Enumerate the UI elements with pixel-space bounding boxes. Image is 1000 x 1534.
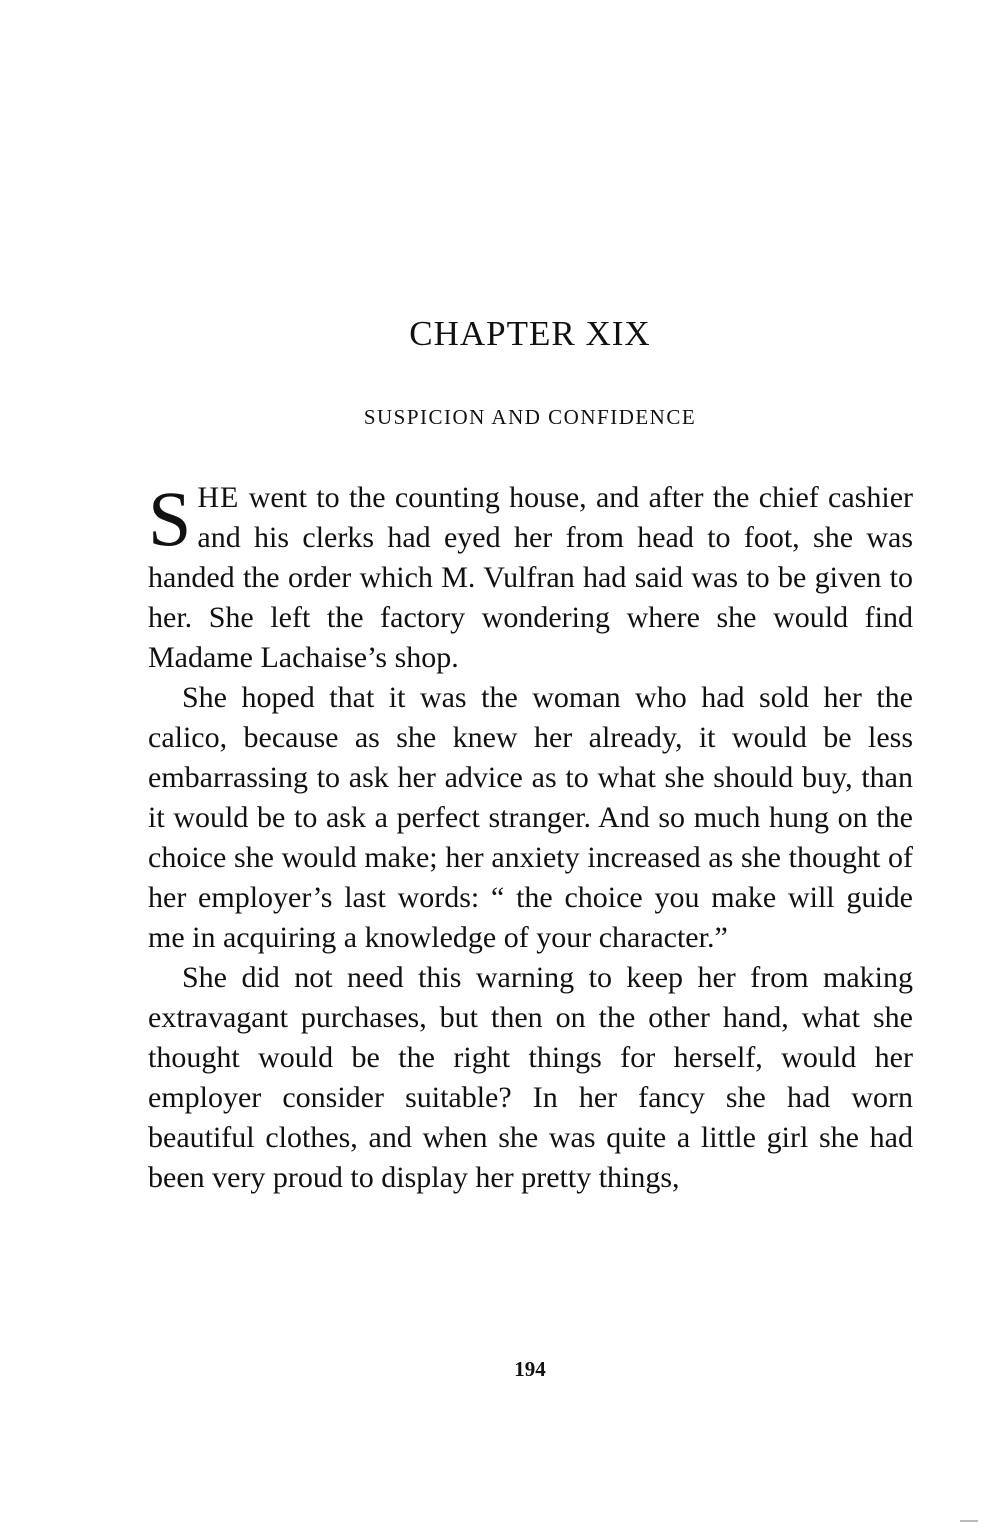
page-number: 194 <box>514 1357 546 1381</box>
chapter-title: CHAPTER XIX <box>409 314 651 353</box>
paragraph <box>148 475 913 678</box>
paragraph-text: went to the counting house, and after the chief cashier and his clerks had eyed her from head to foot, she was handed the order which M. Vulfran had said was to be given to her. She left the factory wondering where she would find Madame Lachaise’s shop. <box>148 481 913 674</box>
scan-artifact <box>960 1520 978 1522</box>
opening-caps: HE <box>197 481 240 514</box>
paragraph: She hoped that it was the woman who had sold her the calico, because as she knew her already, it would be less embarrassing to ask her advice as to what she should buy, than it would be to ask a perfect stranger. And so much hung on the choice she would make; her anxiety increased as she thought of her employer’s last words: “ the choice you make will guide me in acquiring a knowledge of your character.” <box>148 681 913 954</box>
drop-cap: S <box>148 475 192 562</box>
body-text <box>148 475 913 1198</box>
chapter-subtitle: SUSPICION AND CONFIDENCE <box>363 405 697 429</box>
paragraph: She did not need this warning to keep her from making extravagant purchases, but then on the other hand, what she thought would be the right things for herself, would her employer consider suitable? In her fancy she had worn beautiful clothes, and when she was quite a little girl she had been very proud to display her pretty things, <box>148 961 913 1194</box>
